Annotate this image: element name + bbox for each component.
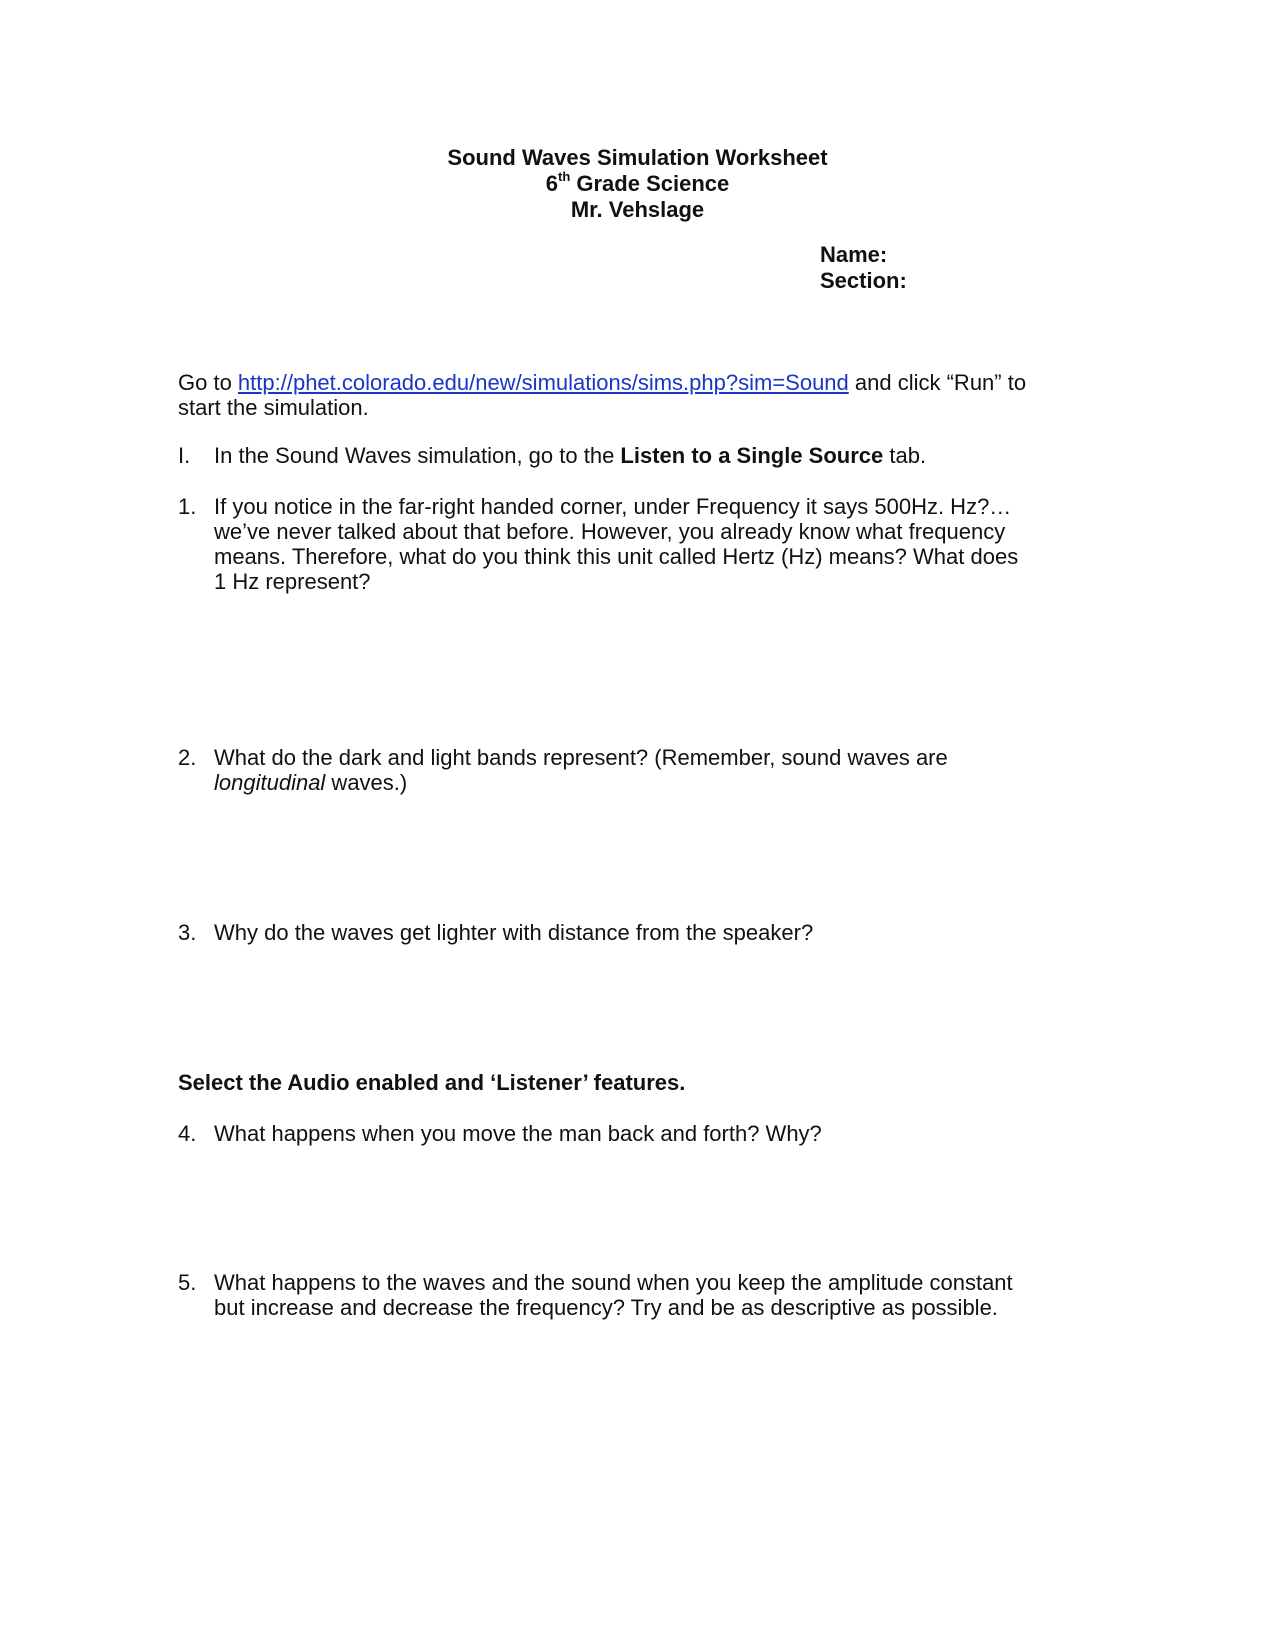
grade-suffix: th [557, 168, 571, 184]
part-numeral: I. [178, 443, 191, 468]
question-text: What happens when you move the man back and forth? Why? [214, 1121, 822, 1146]
student-info-block [820, 242, 907, 294]
question-number: 1. [178, 494, 197, 519]
section-label: Section: [820, 268, 907, 293]
grade-rest: Grade Science [570, 171, 730, 196]
question-text: What happens to the waves and the sound when you keep the amplitude constant but increase and decrease the frequency? Try and be as descriptive as possible. [214, 1270, 1013, 1320]
question-text [214, 745, 1034, 795]
teacher-name: Mr. Vehslage [570, 197, 705, 222]
grade-line [0, 168, 1275, 197]
intro-paragraph [178, 370, 1058, 420]
question-text-before: What do the dark and light bands represent? (Remember, sound waves are [214, 745, 948, 770]
part-one-text-after: tab. [883, 443, 927, 468]
intro-prefix: Go to [178, 370, 238, 395]
simulation-link[interactable]: http://phet.colorado.edu/new/simulations/sims.php?sim=Sound [237, 370, 849, 395]
intro-suffix: and click “Run” to start the simulation. [178, 370, 1027, 420]
question-text: Why do the waves get lighter with distance from the speaker? [214, 920, 814, 945]
section-heading: Select the Audio enabled and ‘Listener’ features. [178, 1070, 686, 1095]
grade-number: 6 [545, 171, 558, 196]
question-text: If you notice in the far-right handed corner, under Frequency it says 500Hz. Hz?…we’ve never talked about that before. However, you already know what frequency means. Therefore, what do you think this unit called Hertz (Hz) means? What does 1 Hz represent? [214, 494, 1019, 594]
question-number: 5. [178, 1270, 197, 1295]
tab-name: Listen to a Single Source [620, 443, 884, 468]
question-number: 4. [178, 1121, 197, 1146]
question-number: 2. [178, 745, 197, 770]
part-one-text [214, 443, 1034, 468]
part-one-text-before: In the Sound Waves simulation, go to the [214, 443, 621, 468]
question-number: 3. [178, 920, 197, 945]
worksheet-title: Sound Waves Simulation Worksheet [447, 145, 828, 170]
question-text-after: waves.) [325, 770, 408, 795]
name-label: Name: [820, 242, 888, 267]
worksheet-header [0, 145, 1275, 223]
question-emphasis: longitudinal [214, 770, 326, 795]
